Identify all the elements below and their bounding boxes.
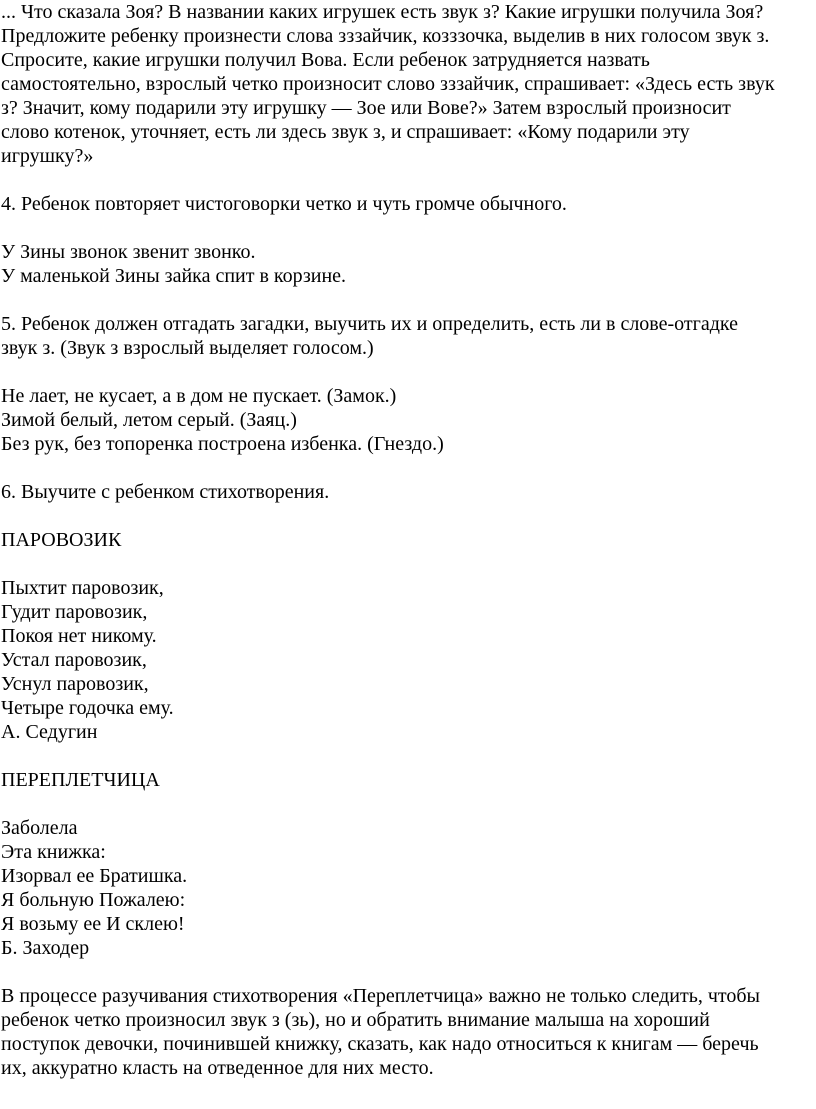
text-line: Эта книжка: xyxy=(1,841,106,863)
paragraph-gap xyxy=(1,744,811,768)
text-line: поступок девочки, починившей книжку, сказать, как надо относиться к книгам — беречь xyxy=(1,1033,759,1055)
text-line: ... Что сказала Зоя? В названии каких игрушек есть звук з? Какие игрушки получила Зоя? xyxy=(1,1,764,23)
text-line: Я возьму ее И склею! xyxy=(1,913,185,935)
text-line: Устал паровозик, xyxy=(1,649,147,671)
task-6-heading xyxy=(1,480,811,504)
text-line: У маленькой Зины зайка спит в корзине. xyxy=(1,265,347,287)
text-line: Без рук, без топоренка построена избенка. (Гнездо.) xyxy=(1,433,444,455)
text-line: 4. Ребенок повторяет чистоговорки четко и чуть громче обычного. xyxy=(1,193,567,215)
text-line: ребенок четко произносил звук з (зь), но и обратить внимание малыша на хороший xyxy=(1,1009,710,1031)
text-line: Гудит паровозик, xyxy=(1,601,148,623)
text-line: Покоя нет никому. xyxy=(1,625,157,647)
intro-paragraph xyxy=(1,0,811,168)
task-4-heading xyxy=(1,192,811,216)
text-line: Предложите ребенку произнести слова зззайчик, козззочка, выделив в них голосом звук з. xyxy=(1,25,770,47)
text-line: Изорвал ее Братишка. xyxy=(1,865,188,887)
paragraph-gap xyxy=(1,552,811,576)
text-line: ПАРОВОЗИК xyxy=(1,529,122,551)
text-line: звук з. (Звук з взрослый выделяет голосом.) xyxy=(1,337,374,359)
paragraph-gap xyxy=(1,216,811,240)
text-line: игрушку?» xyxy=(1,145,94,167)
paragraph-gap xyxy=(1,960,811,984)
paragraph-gap xyxy=(1,456,811,480)
closing-paragraph xyxy=(1,984,811,1080)
text-line: Четыре годочка ему. xyxy=(1,697,174,719)
paragraph-gap xyxy=(1,168,811,192)
riddles xyxy=(1,384,811,456)
text-line: Зимой белый, летом серый. (Заяц.) xyxy=(1,409,297,431)
text-line: 6. Выучите с ребенком стихотворения. xyxy=(1,481,330,503)
paragraph-gap xyxy=(1,792,811,816)
text-line: слово котенок, уточняет, есть ли здесь звук з, и спрашивает: «Кому подарили эту xyxy=(1,121,690,143)
poem-2-title xyxy=(1,768,811,792)
text-line: самостоятельно, взрослый четко произносит слово зззайчик, спрашивает: «Здесь есть звук xyxy=(1,73,775,95)
text-line: Заболела xyxy=(1,817,78,839)
poem-1-title xyxy=(1,528,811,552)
text-line: 5. Ребенок должен отгадать загадки, выучить их и определить, есть ли в слове-отгадке xyxy=(1,313,738,335)
text-line: их, аккуратно класть на отведенное для них место. xyxy=(1,1057,434,1079)
text-line: з? Значит, кому подарили эту игрушку — Зое или Вове?» Затем взрослый произносит xyxy=(1,97,731,119)
poem-2-body xyxy=(1,816,811,960)
poem-1-body xyxy=(1,576,811,744)
author-line: Б. Заходер xyxy=(1,937,90,959)
task-5-heading xyxy=(1,312,811,360)
text-line: Уснул паровозик, xyxy=(1,673,149,695)
document-page xyxy=(1,0,811,1080)
text-line: Пыхтит паровозик, xyxy=(1,577,164,599)
paragraph-gap xyxy=(1,360,811,384)
text-line: ПЕРЕПЛЕТЧИЦА xyxy=(1,769,160,791)
text-line: Спросите, какие игрушки получил Вова. Если ребенок затрудняется назвать xyxy=(1,49,650,71)
text-line: Не лает, не кусает, а в дом не пускает. (Замок.) xyxy=(1,385,397,407)
author-line: А. Седугин xyxy=(1,721,98,743)
paragraph-gap xyxy=(1,504,811,528)
paragraph-gap xyxy=(1,288,811,312)
text-line: Я больную Пожалею: xyxy=(1,889,186,911)
text-line: В процессе разучивания стихотворения «Переплетчица» важно не только следить, чтобы xyxy=(1,985,760,1007)
tongue-twisters xyxy=(1,240,811,288)
text-line: У Зины звонок звенит звонко. xyxy=(1,241,256,263)
